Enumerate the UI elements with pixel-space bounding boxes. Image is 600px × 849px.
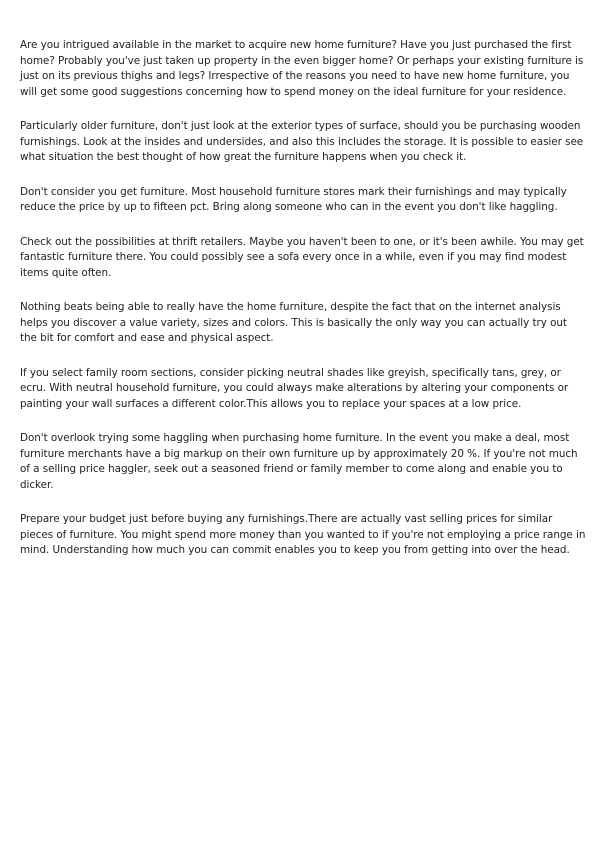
- paragraph-thrift-retailers: Check out the possibilities at thrift retailers. Maybe you haven't been to one, or it's been awhile. You may get fantastic furniture there. You could possibly see a sofa every once in a while, even if you may find modest items quite often.: [20, 235, 584, 279]
- paragraph-haggling: Don't overlook trying some haggling when purchasing home furniture. In the event you make a deal, most furniture merchants have a big markup on their own furniture up by approximately 20 %. If you're not much of a selling price haggler, seek out a seasoned friend or family member to come along and enable you to dicker.: [20, 432, 578, 491]
- paragraph-intro: Are you intrigued available in the market to acquire new home furniture? Have you just purchased the first home? Probably you've just taken up property in the even bigger home? Or perhaps your existing furniture is just on its previous thighs and legs? Irrespective of the reasons you need to have new home furniture, you will get some good suggestions concerning how to spend money on the ideal furniture for your residence.: [20, 39, 584, 98]
- paragraph-older-furniture: Particularly older furniture, don't just look at the exterior types of surface, should you be purchasing wooden furnishings. Look at the insides and undersides, and also this includes the storage. It is possible to easier see what situation the best thought of how great the furniture happens when you check it.: [20, 120, 584, 163]
- paragraph-budget: Prepare your budget just before buying any furnishings.There are actually vast selling prices for similar pieces of furniture. You might spend more money than you wanted to if you're not employing a price range in mind. Understanding how much you can commit enables you to keep you from getting into over the head.: [20, 513, 586, 556]
- paragraph-neutral-shades: If you select family room sections, consider picking neutral shades like greyish, specifically tans, grey, or ecru. With neutral household furniture, you could always make alterations by altering your components or painting your wall surfaces a different color.This allows you to replace your spaces at a low price.: [20, 366, 569, 410]
- paragraph-try-in-person: Nothing beats being able to really have the home furniture, despite the fact that on the internet analysis helps you discover a value variety, sizes and colors. This is basically the only way you can actually try out the bit for comfort and ease and physical aspect.: [20, 301, 567, 344]
- article-body: [20, 38, 586, 578]
- paragraph-negotiate: Don't consider you get furniture. Most household furniture stores mark their furnishings and may typically reduce the price by up to fifteen pct. Bring along someone who can in the event you don't like haggling.: [20, 185, 567, 213]
